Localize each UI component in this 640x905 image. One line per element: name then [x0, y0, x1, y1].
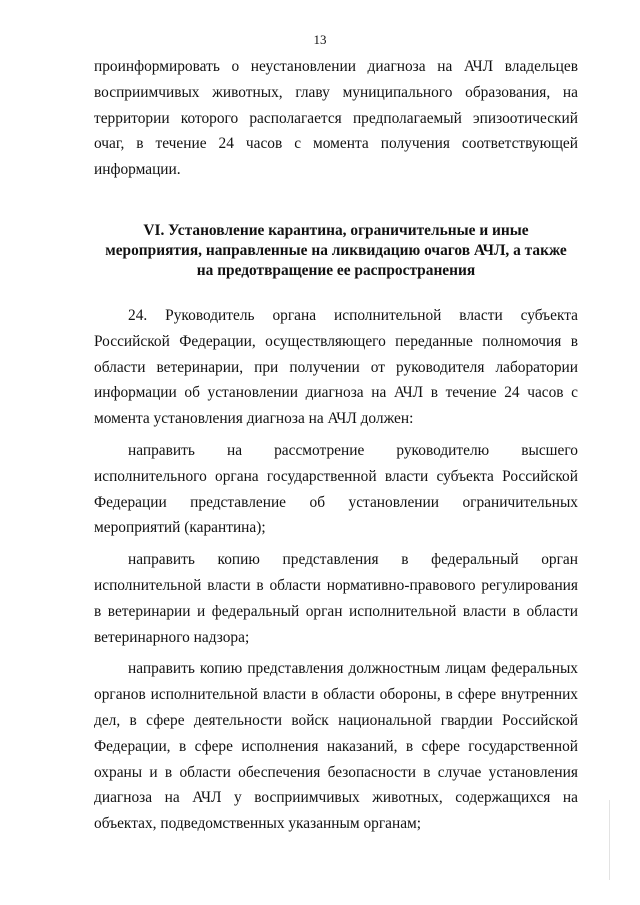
page-number: 13: [313, 32, 327, 47]
section-heading-line-1: VI. Установление карантина, ограничительные и иные: [143, 221, 529, 239]
paragraph-copy-to-federal-bodies: направить копию представления в федеральный орган исполнительной власти в области нормативно-правового регулирования в ветеринарии и федеральный орган исполнительной власти в области ветеринарного надзора;: [94, 551, 578, 646]
scan-edge-mark: [609, 800, 610, 880]
section-heading: [94, 221, 578, 281]
document-body: [94, 54, 578, 837]
intro-paragraph: проинформировать о неустановлении диагноза на АЧЛ владельцев восприимчивых животных, главу муниципального образования, на территории которого располагается предполагаемый эпизоотический очаг, в течение 24 часов с момента получения соответствующей информации.: [94, 58, 578, 179]
paragraph-copy-to-officials: направить копию представления должностным лицам федеральных органов исполнительной власти в области обороны, в сфере внутренних дел, в сфере деятельности войск национальной гвардии Российской Федерации, в сфере исполнения наказаний, в сфере государственной охраны и в области обеспечения безопасности в случае установления диагноза на АЧЛ у восприимчивых животных, содержащихся на объектах, подведомственных указанным органам;: [94, 660, 578, 833]
paragraph-24: 24. Руководитель органа исполнительной власти субъекта Российской Федерации, осуществляющего переданные полномочия в области ветеринарии, при получении от руководителя лаборатории информации об установлении диагноза на АЧЛ в течение 24 часов с момента установления диагноза на АЧЛ должен:: [94, 306, 578, 428]
section-heading-line-2: мероприятия, направленные на ликвидацию очагов АЧЛ, а также: [105, 241, 567, 259]
section-heading-line-3: на предотвращение ее распространения: [196, 261, 476, 279]
paragraph-submit-representation: направить на рассмотрение руководителю высшего исполнительного органа государственной власти субъекта Российской Федерации представление об установлении ограничительных мероприятий (карантина);: [94, 441, 578, 537]
